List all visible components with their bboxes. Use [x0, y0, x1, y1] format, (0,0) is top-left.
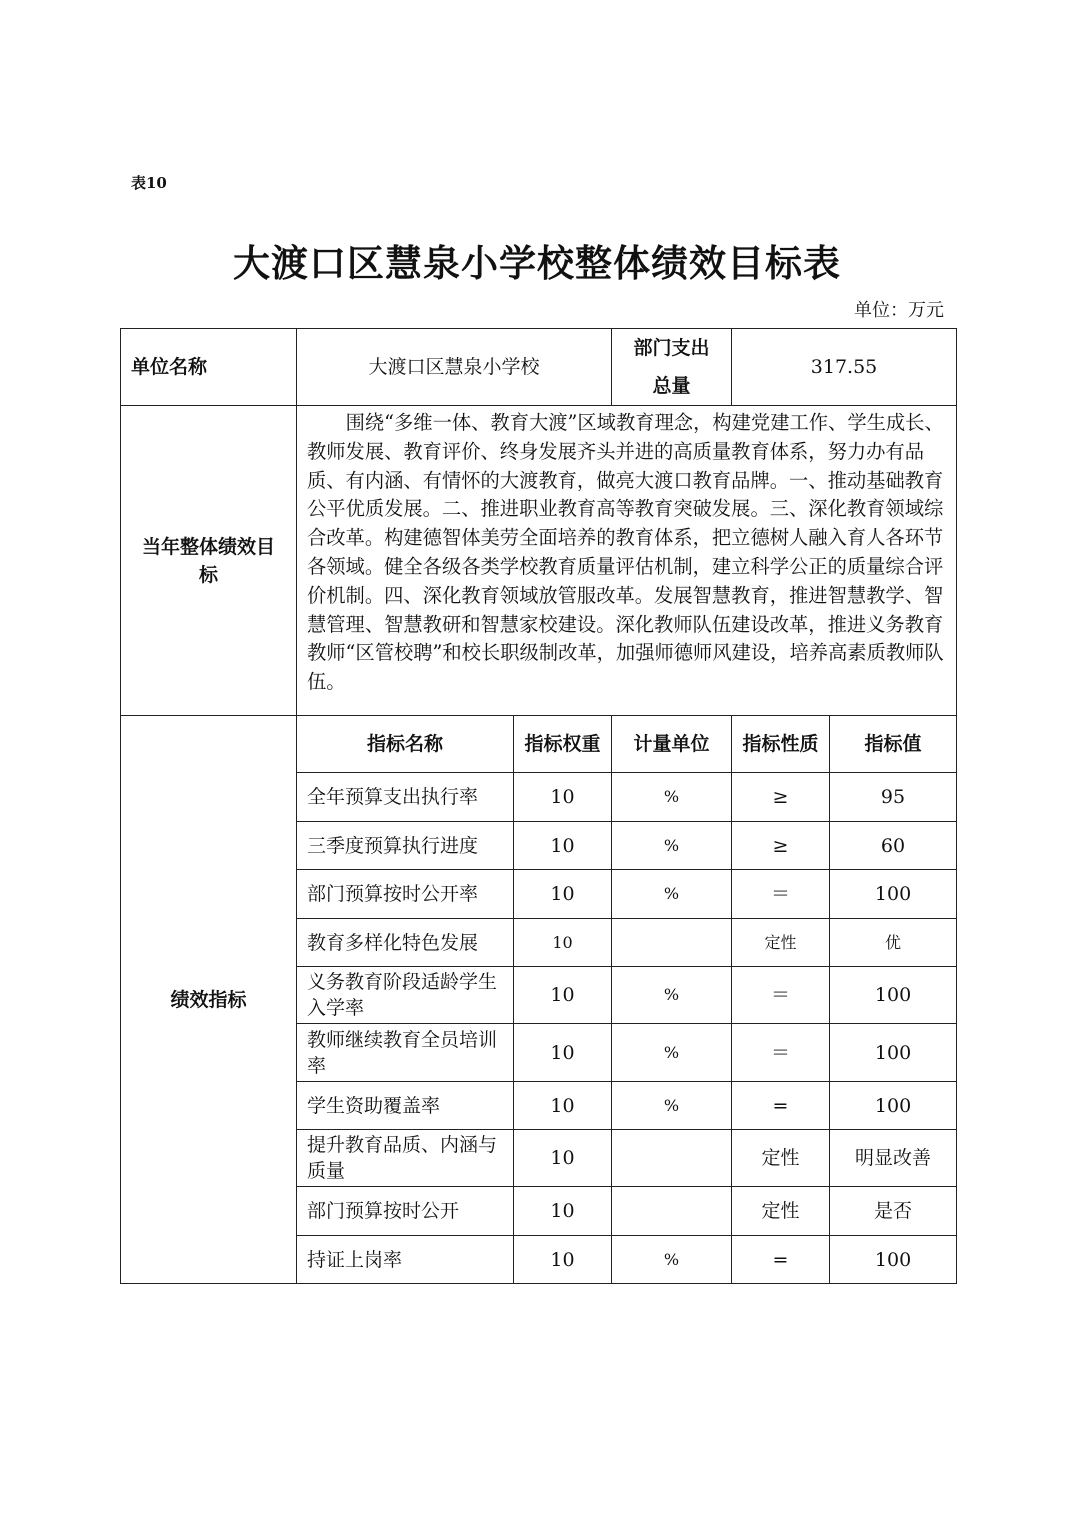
- indicator-unit: [612, 1130, 732, 1187]
- indicator-name: 提升教育品质、内涵与质量: [297, 1130, 514, 1187]
- indicator-weight: 10: [514, 919, 612, 967]
- info-row: [121, 329, 957, 406]
- indicator-nature: ≥: [732, 773, 830, 822]
- indicator-name: 义务教育阶段适龄学生入学率: [297, 967, 514, 1024]
- indicators-section-label: 绩效指标: [121, 716, 297, 1284]
- goal-label: 当年整体绩效目标: [121, 406, 297, 716]
- indicator-value: 100: [830, 870, 957, 919]
- indicator-value: 100: [830, 1082, 957, 1130]
- indicator-nature: ＝: [732, 870, 830, 919]
- indicator-unit: %: [612, 822, 732, 870]
- goal-row: [121, 406, 957, 716]
- indicator-value: 优: [830, 919, 957, 967]
- unit-name-label: 单位名称: [121, 329, 297, 406]
- indicator-unit: %: [612, 773, 732, 822]
- goal-text: 围绕“多维一体、教育大渡”区域教育理念，构建党建工作、学生成长、教师发展、教育评价、终身发展齐头并进的高质量教育体系，努力办有品质、有内涵、有情怀的大渡教育，做亮大渡口教育品牌。一、推动基础教育公平优质发展。二、推进职业教育高等教育突破发展。三、深化教育领域综合改革。构建德智体美劳全面培养的教育体系，把立德树人融入育人各环节各领域。健全各级各类学校教育质量评估机制，建立科学公正的质量综合评价机制。四、深化教育领域放管服改革。发展智慧教育，推进智慧教学、智慧管理、智慧教研和智慧家校建设。深化教师队伍建设改革，推进义务教育教师“区管校聘”和校长职级制改革，加强师德师风建设，培养高素质教师队伍。: [297, 406, 957, 716]
- indicator-weight: 10: [514, 1024, 612, 1082]
- indicator-value: 60: [830, 822, 957, 870]
- indicator-weight: 10: [514, 1130, 612, 1187]
- header-indicator-value: 指标值: [830, 716, 957, 773]
- indicator-name: 教师继续教育全员培训率: [297, 1024, 514, 1082]
- header-indicator-name: 指标名称: [297, 716, 514, 773]
- indicator-nature: 定性: [732, 1130, 830, 1187]
- indicator-weight: 10: [514, 1187, 612, 1236]
- indicator-value: 100: [830, 1024, 957, 1082]
- indicator-nature: ＝: [732, 1024, 830, 1082]
- indicator-nature: =: [732, 1082, 830, 1130]
- indicator-name: 部门预算按时公开率: [297, 870, 514, 919]
- indicator-value: 95: [830, 773, 957, 822]
- dept-total-value: 317.55: [732, 329, 957, 406]
- indicator-unit: %: [612, 967, 732, 1024]
- indicator-name: 部门预算按时公开: [297, 1187, 514, 1236]
- unit-name-value: 大渡口区慧泉小学校: [297, 329, 612, 406]
- dept-total-label: [612, 329, 732, 406]
- header-measure-unit: 计量单位: [612, 716, 732, 773]
- indicator-name: 三季度预算执行进度: [297, 822, 514, 870]
- indicator-value: 100: [830, 1236, 957, 1284]
- indicator-value: 明显改善: [830, 1130, 957, 1187]
- indicator-header-row: [121, 716, 957, 773]
- indicator-weight: 10: [514, 870, 612, 919]
- indicator-unit: %: [612, 1236, 732, 1284]
- indicator-nature: ＝: [732, 967, 830, 1024]
- indicator-weight: 10: [514, 1236, 612, 1284]
- indicator-weight: 10: [514, 773, 612, 822]
- indicator-nature: 定性: [732, 1187, 830, 1236]
- indicator-name: 全年预算支出执行率: [297, 773, 514, 822]
- performance-table: [120, 328, 957, 1284]
- dept-total-label-line1: 部门支出: [633, 337, 710, 359]
- indicator-value: 100: [830, 967, 957, 1024]
- indicator-weight: 10: [514, 967, 612, 1024]
- unit-note: 单位：万元: [854, 300, 944, 321]
- page-title: 大渡口区慧泉小学校整体绩效目标表: [233, 242, 841, 285]
- indicator-unit: %: [612, 870, 732, 919]
- indicator-unit: %: [612, 1024, 732, 1082]
- indicator-weight: 10: [514, 822, 612, 870]
- indicator-unit: [612, 919, 732, 967]
- indicator-nature: 定性: [732, 919, 830, 967]
- indicator-value: 是否: [830, 1187, 957, 1236]
- indicator-name: 持证上岗率: [297, 1236, 514, 1284]
- indicator-nature: ≥: [732, 822, 830, 870]
- indicator-weight: 10: [514, 1082, 612, 1130]
- indicator-name: 学生资助覆盖率: [297, 1082, 514, 1130]
- indicator-name: 教育多样化特色发展: [297, 919, 514, 967]
- header-indicator-nature: 指标性质: [732, 716, 830, 773]
- indicator-unit: %: [612, 1082, 732, 1130]
- dept-total-label-line2: 总量: [652, 375, 691, 397]
- header-indicator-weight: 指标权重: [514, 716, 612, 773]
- table-label: 表10: [131, 174, 167, 192]
- indicator-nature: =: [732, 1236, 830, 1284]
- indicator-unit: [612, 1187, 732, 1236]
